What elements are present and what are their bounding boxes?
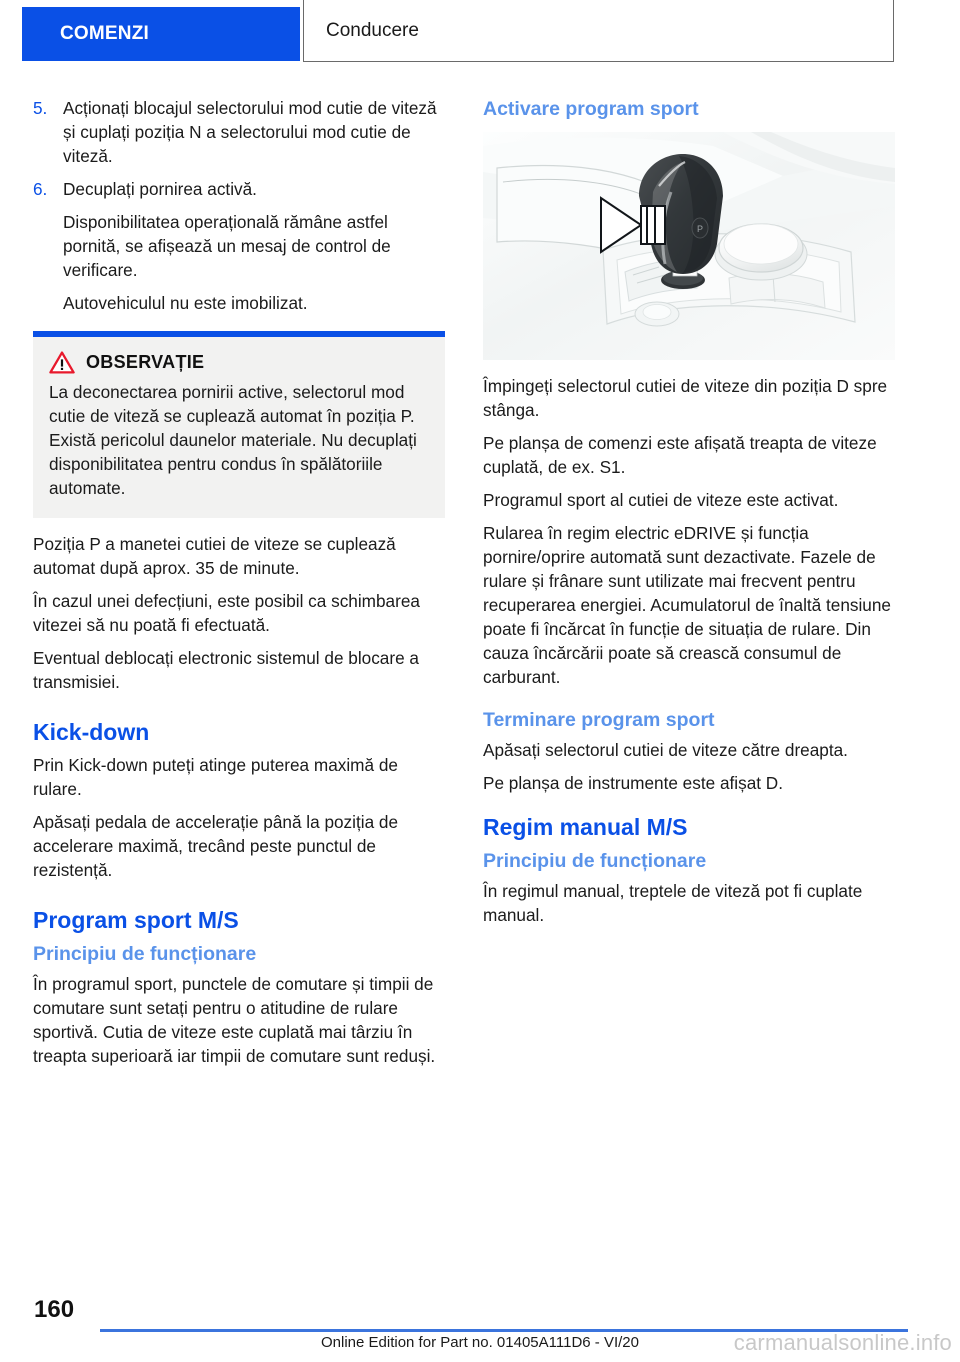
left-column [33, 96, 445, 1077]
activate-sport-paragraph-4: Rularea în regim electric eDRIVE și funcția pornire/oprire automată sunt dezactivate. Fazele de rulare și frânare sunt utilizate mai frecvent pentru recuperarea energiei. Acumulatorul de înaltă tensiune poate fi încărcat în funcție de situația de rulare. Din cauza încărcării poate să crească consumul de carburant. [483, 523, 891, 687]
paragraph-deblocare: Eventual deblocați electronic sistemul de blocare a transmisiei. [33, 648, 419, 692]
note-box-label: OBSERVAȚIE [86, 352, 205, 372]
paragraph-defect: În cazul unei defecțiuni, este posibil ca schimbarea vitezei să nu poată fi efectuată. [33, 591, 420, 635]
edition-text: Online Edition for Part no. 01405A111D6 - VI/20 [321, 1334, 639, 1351]
site-watermark: carmanualsonline.info [733, 1330, 952, 1355]
heading-regim-manual-ms: Regim manual M/S [483, 814, 688, 840]
step6-note-2: Autovehiculul nu este imobilizat. [63, 293, 308, 313]
step-body [63, 96, 445, 168]
note-box-text: La deconectarea pornirii active, selectorul mod cutie de viteză se cuplează automat în poziția P. Există pericolul daunelor materiale. Nu decuplați disponibilitatea pentru condus în spălătoriile automate. [49, 382, 417, 498]
end-sport-paragraph-1: Apăsați selectorul cutiei de viteze către dreapta. [483, 740, 848, 760]
numbered-step-list [33, 96, 445, 201]
chapter-tab-conducere[interactable] [303, 0, 894, 62]
page-header [0, 0, 960, 68]
section-tab-label: COMENZI [60, 23, 150, 44]
kickdown-paragraph-1: Prin Kick-down puteți atinge puterea maximă de rulare. [33, 755, 398, 799]
subheading-principiu-de-functionare-sport: Principiu de funcționare [33, 943, 257, 965]
note-box-observatie [33, 331, 445, 518]
subheading-principiu-de-functionare-manual: Principiu de funcționare [483, 850, 707, 872]
activate-sport-paragraph-1: Împingeți selectorul cutiei de viteze din poziția D spre stânga. [483, 376, 888, 420]
sport-program-paragraph: În programul sport, punctele de comutare și timpii de comutare sunt setați pentru o atitudine de rulare sportivă. Cutia de viteze este cuplată mai târziu în treapta superioară iar timpii de comutare sunt reduși. [33, 974, 436, 1066]
manual-mode-paragraph: În regimul manual, treptele de viteză pot fi cuplate manual. [483, 881, 863, 925]
step-number: 5. [33, 98, 48, 118]
right-column [483, 96, 895, 936]
list-item [33, 177, 445, 201]
activate-sport-paragraph-3: Programul sport al cutiei de viteze este activat. [483, 490, 839, 510]
step-text: Acționați blocajul selectorului mod cutie de viteză și cuplați poziția N a selectorului mod cutie de viteză. [63, 98, 437, 166]
end-sport-paragraph-2: Pe planșa de instrumente este afișat D. [483, 773, 783, 793]
subheading-terminare-program-sport: Terminare program sport [483, 709, 715, 731]
step-number: 6. [33, 179, 48, 199]
step-text: Decuplați pornirea activă. [63, 179, 257, 199]
activate-sport-paragraph-2: Pe planșa de comenzi este afișată treapta de viteze cuplată, de ex. S1. [483, 433, 877, 477]
heading-kick-down: Kick-down [33, 719, 150, 745]
section-tab-comenzi[interactable] [22, 7, 300, 61]
page-number: 160 [34, 1296, 75, 1323]
subheading-activare-program-sport: Activare program sport [483, 98, 699, 120]
svg-text:P: P [696, 224, 704, 234]
warning-triangle-icon [49, 351, 75, 374]
step6-note-1: Disponibilitatea operațională rămâne astfel pornită, se afișează un mesaj de control de verificare. [63, 212, 391, 280]
kickdown-paragraph-2: Apăsați pedala de accelerație până la poziția de accelerare maximă, trecând peste punctul de rezistență. [33, 812, 399, 880]
step6-notes [63, 210, 445, 315]
gear-selector-push-left-illustration [483, 132, 895, 360]
heading-program-sport-ms: Program sport M/S [33, 907, 239, 933]
note-box-header [49, 351, 429, 374]
paragraph-position-p: Poziția P a manetei cutiei de viteze se cuplează automat după aprox. 35 de minute. [33, 534, 396, 578]
chapter-tab-label: Conducere [326, 19, 419, 41]
step-body [63, 177, 445, 201]
list-item [33, 96, 445, 168]
